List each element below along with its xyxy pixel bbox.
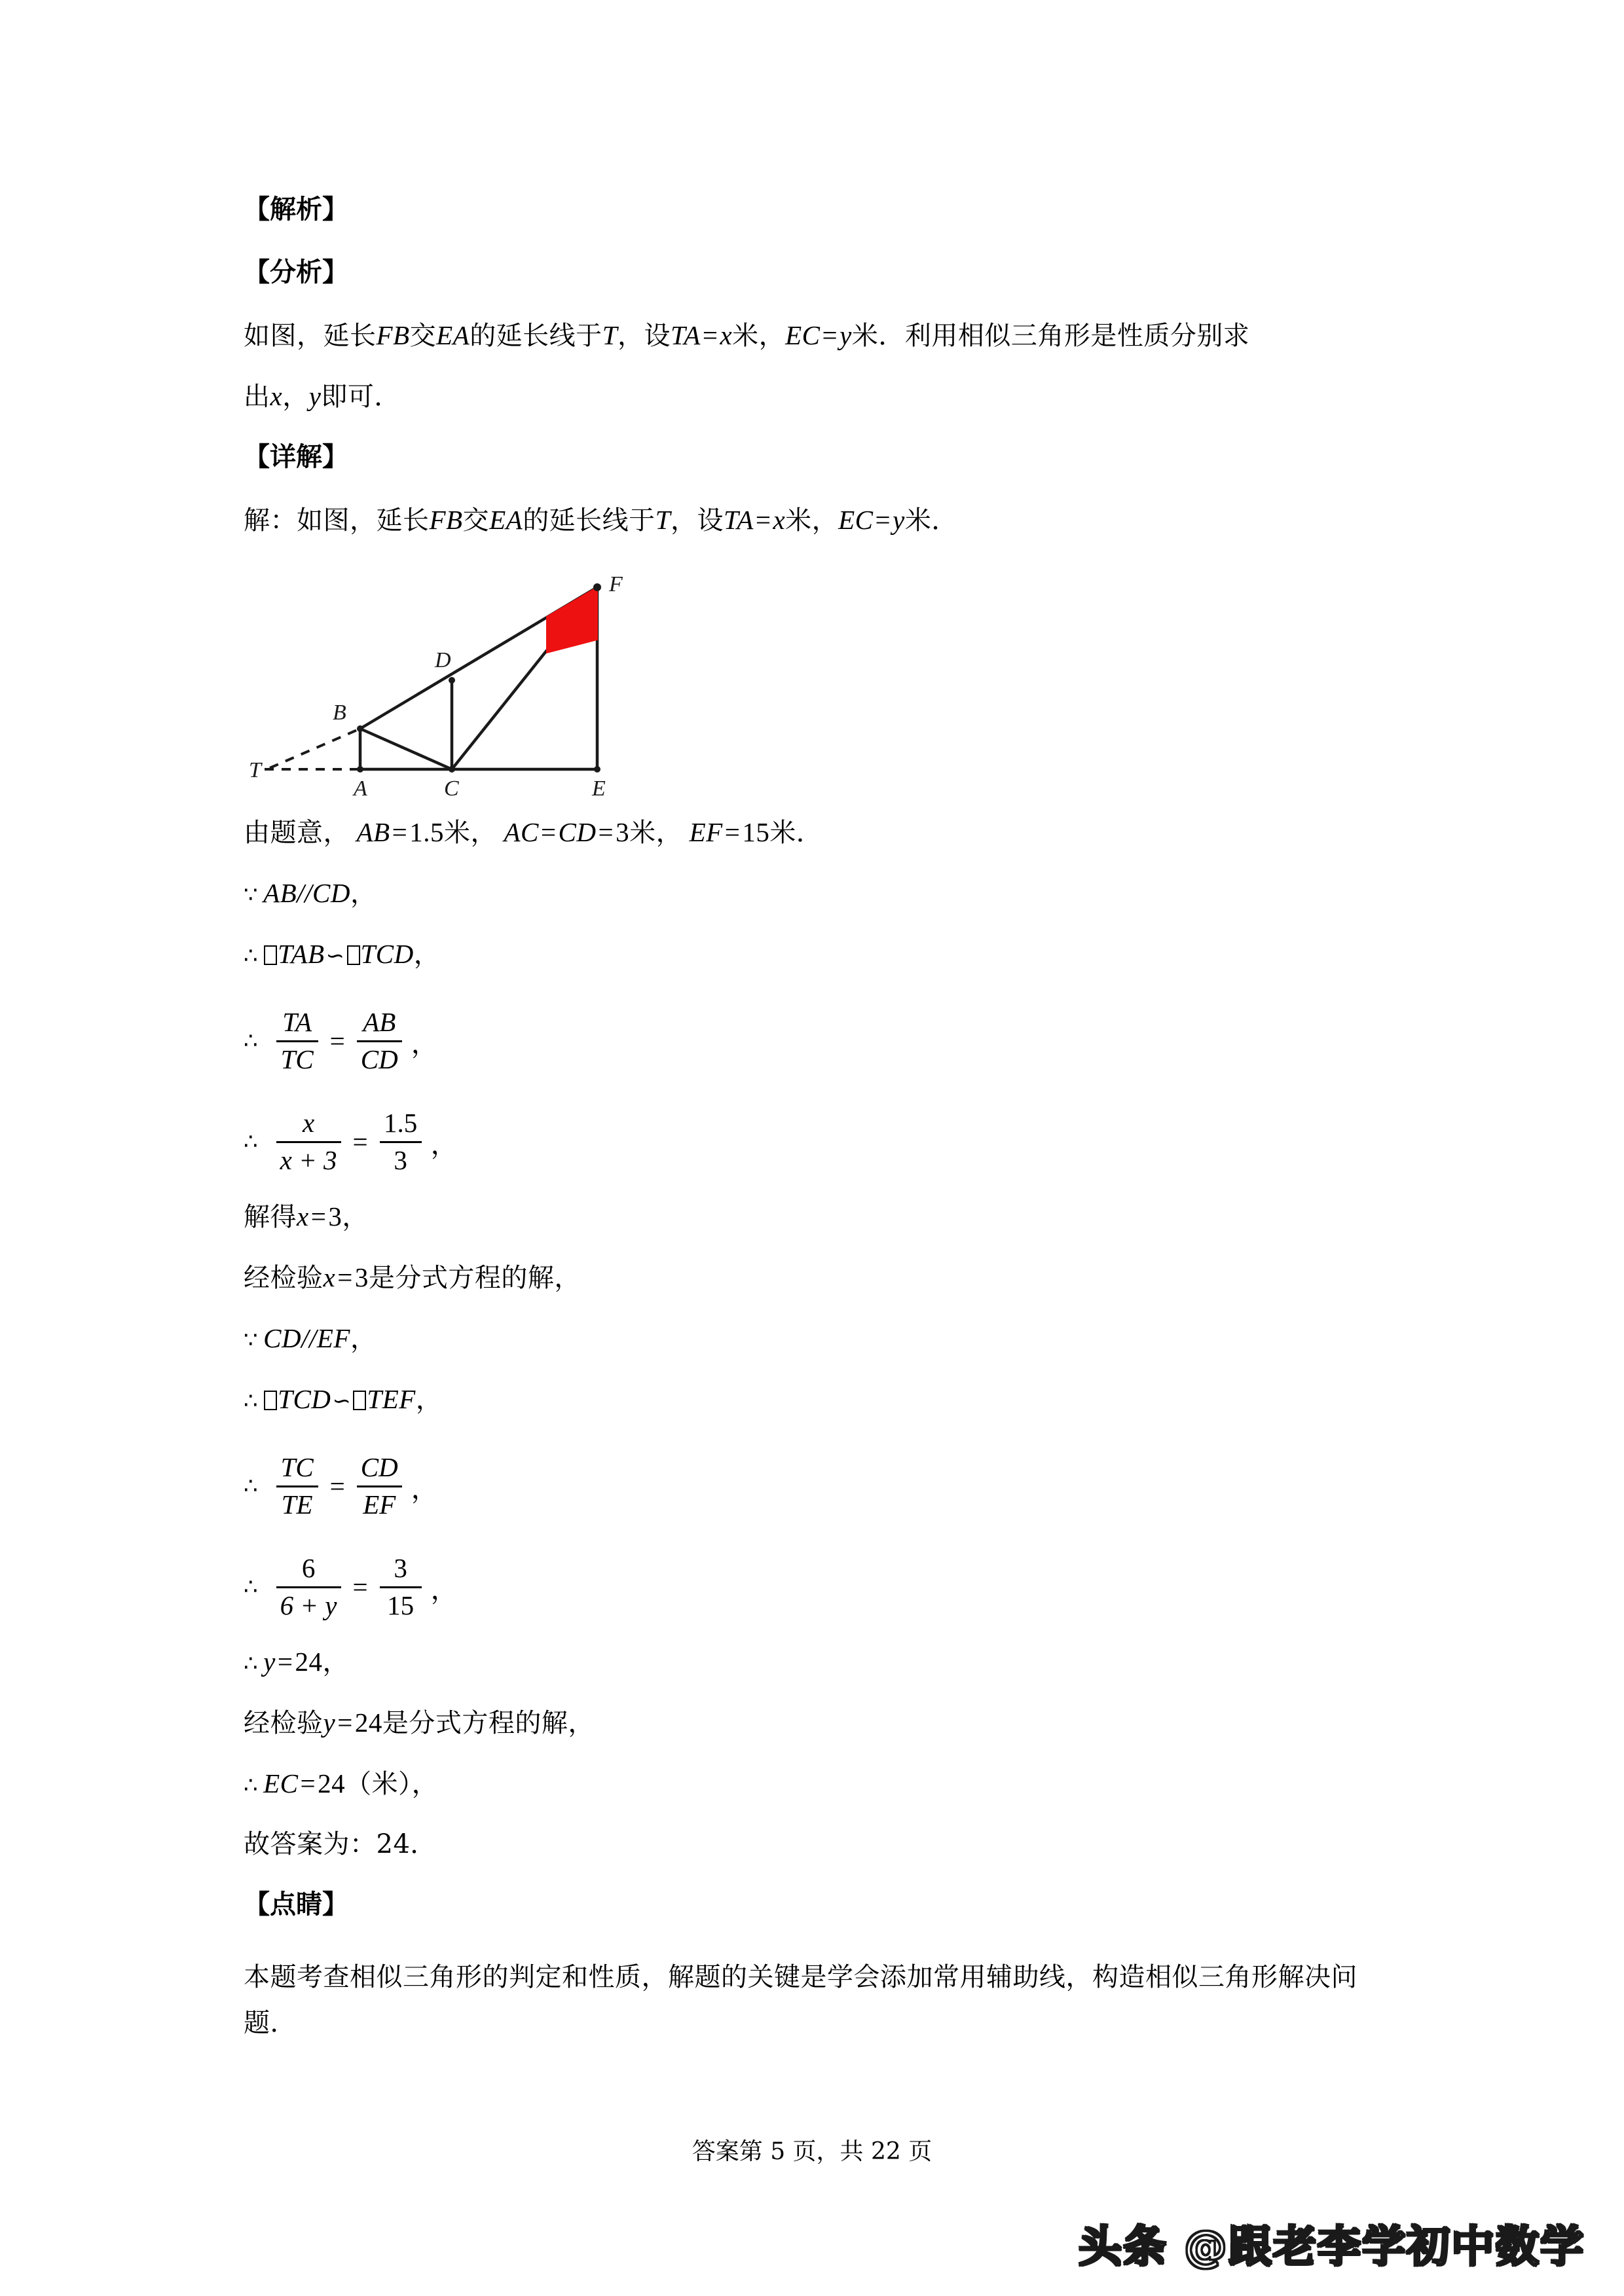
equals-sign-2: = <box>822 320 838 350</box>
equals-sign-9: = <box>329 1471 345 1501</box>
segment-ef: EF <box>689 817 723 847</box>
equals-sign-5: = <box>329 1026 345 1056</box>
geometry-figure <box>244 568 650 797</box>
fraction-denominator: TC <box>280 1044 314 1074</box>
fraction-bar <box>276 1141 341 1143</box>
comma-9: ， <box>430 1573 458 1605</box>
point-t: T <box>602 320 618 350</box>
fraction-denominator: EF <box>363 1489 396 1520</box>
vertex-dot-b <box>357 725 363 732</box>
ratio-equation-3 <box>244 1447 1396 1525</box>
approach-heading: 【分析】 <box>244 257 348 287</box>
therefore-symbol-3: ∴ <box>244 1129 258 1155</box>
vertex-dot-a <box>357 766 363 773</box>
fraction-numerator: TC <box>280 1451 314 1482</box>
segment-ea: EA <box>436 320 470 350</box>
fraction-x-over-x-plus-3 <box>276 1108 341 1176</box>
therefore-symbol-8: ∴ <box>244 1772 259 1798</box>
solve-mid2: 的延长线于 <box>523 505 655 536</box>
verify-x-line <box>244 1264 1396 1291</box>
segment-ea-2: EA <box>489 505 523 535</box>
unit-meter-1: 米， <box>732 321 786 351</box>
therefore-symbol-1: ∴ <box>244 943 259 969</box>
fraction-bar <box>276 1040 318 1042</box>
equals-sign: = <box>702 320 718 350</box>
verify-x-pre: 经检验 <box>244 1263 323 1293</box>
given-cd-equals: = <box>598 817 614 847</box>
unit-ef: 米． <box>769 818 823 848</box>
solved-x-pre: 解得 <box>244 1202 297 1232</box>
variable-y-3: y <box>893 505 905 535</box>
approach2-tail: 即可． <box>321 382 401 412</box>
therefore-symbol-5: ∴ <box>244 1473 258 1499</box>
fraction-bar <box>276 1586 341 1588</box>
vertex-dot-c <box>449 766 455 773</box>
variable-x-4: x <box>297 1201 309 1231</box>
figure-label-d: D <box>435 648 451 672</box>
comma-4: ， <box>430 1128 458 1160</box>
solve-pre: 解：如图，延长 <box>244 505 430 536</box>
ratio-equation-4 <box>244 1548 1396 1626</box>
comma-3: ， <box>411 1027 438 1059</box>
variable-x-2: x <box>270 381 283 411</box>
comma-2: ， <box>413 939 441 970</box>
fraction-denominator: 3 <box>394 1144 407 1175</box>
approach-line-2 <box>244 383 1396 410</box>
comma-7: ， <box>415 1385 443 1415</box>
variable-y-4: y <box>263 1647 276 1677</box>
similar-symbol-2: ∽ <box>332 1388 352 1414</box>
approach-text-pre: 如图，延长 <box>244 321 377 351</box>
equals-sign-6: = <box>352 1127 368 1157</box>
fraction-numerator: CD <box>360 1451 398 1482</box>
therefore-symbol-4: ∴ <box>244 1388 259 1414</box>
segment-fb: FB <box>376 320 410 350</box>
final-answer-line <box>244 1831 1396 1857</box>
approach-text-mid2: 的延长线于 <box>470 321 602 351</box>
figure-label-t: T <box>249 758 261 782</box>
parallel-statement-2: CD//EF <box>263 1323 350 1353</box>
comma-6: ， <box>350 1324 377 1354</box>
triangle-icon-4 <box>353 1391 366 1410</box>
watermark: 头条 @跟老李学初中数学 <box>1079 2221 1585 2272</box>
equals-sign-7: = <box>310 1201 327 1231</box>
value-ef: 15 <box>742 817 770 847</box>
solve-mid1: 交 <box>462 505 490 536</box>
point-t-2: T <box>655 505 671 535</box>
segment-ec-3: EC <box>263 1768 299 1798</box>
verify-y-pre: 经检验 <box>244 1708 323 1738</box>
segment-cd: CD <box>558 817 597 847</box>
equals-sign-11: = <box>277 1647 293 1677</box>
value-x: 3 <box>328 1201 342 1231</box>
given-ef-equals: = <box>724 817 741 847</box>
value-y-2: 24 <box>354 1707 382 1738</box>
unit-ec: （米）， <box>345 1769 439 1799</box>
solve-mid3: ，设 <box>671 505 724 536</box>
therefore-similar-1 <box>244 941 1396 968</box>
unit-meter-3: 米， <box>785 505 839 536</box>
equals-sign-3: = <box>755 505 771 535</box>
segment-ec: EC <box>785 320 821 350</box>
solved-x-line <box>244 1203 1396 1230</box>
variable-y: y <box>840 320 852 350</box>
triangle-name-tef: TEF <box>367 1384 416 1414</box>
fraction-1p5-over-3 <box>380 1108 422 1176</box>
approach2-pre: 出 <box>244 382 270 412</box>
comma-10: ， <box>322 1647 349 1677</box>
figure-label-e: E <box>592 776 606 797</box>
vertex-dot-e <box>594 766 600 773</box>
variable-y-2: y <box>308 381 322 411</box>
approach-line-1 <box>244 322 1396 349</box>
triangle-icon-1 <box>264 945 277 965</box>
fraction-denominator: TE <box>281 1489 313 1520</box>
page-footer: 答案第 5 页，共 22 页 <box>692 2138 932 2165</box>
final-answer-text: 故答案为：24． <box>244 1829 437 1859</box>
therefore-symbol-7: ∴ <box>244 1650 259 1677</box>
vertex-dot-f <box>593 583 601 591</box>
equals-sign-4: = <box>875 505 891 535</box>
insight-heading: 【点睛】 <box>244 1889 348 1920</box>
equals-sign-8: = <box>337 1262 353 1292</box>
vertex-dot-d <box>449 677 455 683</box>
solved-y-line <box>244 1649 1396 1675</box>
figure-label-c: C <box>444 776 459 797</box>
approach-text-tail: 利用相似三角形是性质分别求 <box>904 321 1250 351</box>
red-flag-shape <box>547 587 597 653</box>
comma-8: ， <box>411 1472 438 1504</box>
variable-y-5: y <box>323 1707 336 1738</box>
variable-x: x <box>720 320 733 350</box>
verify-x-tail: 是分式方程的解， <box>368 1263 581 1293</box>
parallel-statement-1: AB//CD <box>263 878 350 908</box>
equals-sign-13: = <box>300 1768 316 1798</box>
triangle-name-tcd: TCD <box>360 939 414 969</box>
conclusion-ec-line <box>244 1770 1396 1797</box>
similar-symbol-1: ∽ <box>325 943 345 969</box>
value-ec: 24 <box>318 1768 346 1798</box>
fraction-denominator: CD <box>360 1044 398 1074</box>
page-content <box>244 196 1396 2080</box>
because-ab-parallel-cd <box>244 880 1396 907</box>
approach2-comma: ， <box>282 382 309 412</box>
fraction-3-over-15 <box>380 1554 422 1621</box>
geometry-diagram-svg <box>244 568 650 797</box>
unit-meter-4: 米． <box>904 505 958 536</box>
segment-ta-2: TA <box>724 505 754 535</box>
value-cd: 3 <box>616 817 630 847</box>
fraction-tc-te <box>276 1453 318 1520</box>
fraction-numerator: 3 <box>394 1552 407 1583</box>
variable-x-5: x <box>323 1262 336 1292</box>
fraction-numerator: 1.5 <box>384 1107 418 1138</box>
verify-y-tail: 是分式方程的解， <box>382 1708 595 1738</box>
value-y: 24 <box>295 1647 323 1677</box>
figure-label-b: B <box>333 701 346 725</box>
therefore-symbol-2: ∴ <box>244 1028 258 1054</box>
segment-ec-2: EC <box>838 505 874 535</box>
ratio-equation-2 <box>244 1102 1396 1181</box>
ratio-equation-1 <box>244 1002 1396 1080</box>
fraction-cd-ef <box>357 1453 402 1520</box>
segment-ab: AB <box>356 817 390 847</box>
segment-ta: TA <box>671 320 701 350</box>
figure-label-a: A <box>354 776 367 797</box>
equals-sign-12: = <box>337 1707 353 1738</box>
fraction-bar <box>276 1485 318 1487</box>
fraction-denominator: 15 <box>387 1590 415 1620</box>
figure-label-f: F <box>609 572 623 596</box>
value-ab: 1.5 <box>409 817 444 847</box>
analysis-heading: 【解析】 <box>244 194 348 225</box>
verify-y-line <box>244 1709 1396 1736</box>
because-symbol-2: ∵ <box>244 1327 259 1353</box>
unit-cd: 米， <box>629 818 683 848</box>
given-ab-equals: = <box>392 817 408 847</box>
fraction-ab-cd <box>357 1008 402 1075</box>
fraction-numerator: TA <box>282 1006 312 1037</box>
triangle-icon-3 <box>264 1391 277 1410</box>
segment-fb-2: FB <box>429 505 463 535</box>
fraction-numerator: 6 <box>301 1552 316 1583</box>
unit-ab: 米， <box>443 818 497 848</box>
fraction-bar <box>357 1040 402 1042</box>
unit-meter-2: 米． <box>851 321 905 351</box>
value-x-2: 3 <box>354 1262 369 1292</box>
because-symbol-1: ∵ <box>244 882 259 908</box>
detail-heading: 【详解】 <box>244 442 348 472</box>
fraction-bar <box>380 1586 422 1588</box>
segment-line-bc <box>360 729 452 769</box>
approach-text-mid1: 交 <box>409 321 437 351</box>
fraction-denominator: 6 + y <box>280 1590 337 1620</box>
variable-x-3: x <box>773 505 786 535</box>
because-cd-parallel-ef <box>244 1325 1396 1352</box>
segment-ac: AC <box>504 817 539 847</box>
given-ac-equals: = <box>540 817 557 847</box>
comma-1: ， <box>350 879 377 909</box>
fraction-ta-tc <box>276 1008 318 1075</box>
fraction-denominator: x + 3 <box>280 1144 337 1175</box>
given-pre: 由题意， <box>244 818 350 848</box>
solution-restatement <box>244 507 1396 534</box>
fraction-numerator: x <box>302 1107 315 1138</box>
triangle-name-tcd-2: TCD <box>278 1384 331 1414</box>
dashed-line-t-b <box>270 729 360 768</box>
therefore-symbol-6: ∴ <box>244 1574 258 1600</box>
given-values-line <box>244 819 1396 846</box>
comma-5: ， <box>342 1202 369 1232</box>
triangle-icon-2 <box>347 945 360 965</box>
fraction-numerator: AB <box>363 1006 396 1037</box>
fraction-6-over-6-plus-y <box>276 1554 341 1621</box>
therefore-similar-2 <box>244 1386 1396 1413</box>
insight-paragraph: 本题考查相似三角形的判定和性质，解题的关键是学会添加常用辅助线，构造相似三角形解决问题． <box>244 1962 1357 2038</box>
triangle-name-tab: TAB <box>278 939 325 969</box>
approach-text-mid3: ，设 <box>618 321 671 351</box>
fraction-bar <box>380 1141 422 1143</box>
fraction-bar <box>357 1485 402 1487</box>
equals-sign-10: = <box>352 1572 368 1602</box>
